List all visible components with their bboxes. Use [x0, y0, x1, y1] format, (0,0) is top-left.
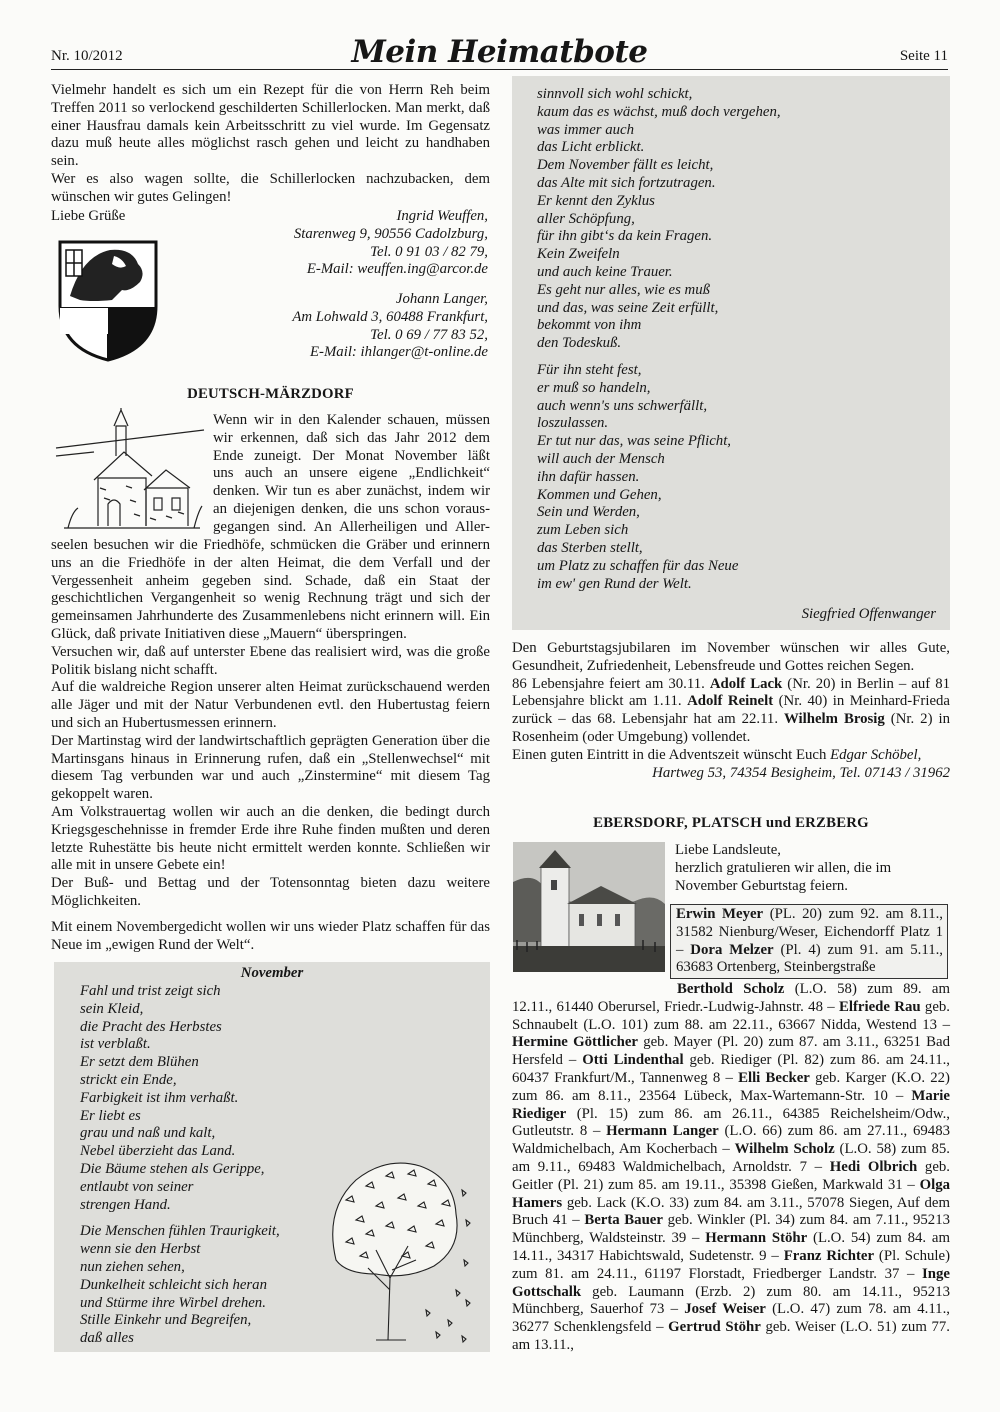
text-run: (Pl. 4) zum 91. am 5.11., 63683 Ortenberg, Steinbergstraße — [676, 941, 943, 976]
left-intro — [51, 82, 490, 207]
advent-wish — [512, 747, 950, 765]
poem-stanza-3 — [537, 86, 937, 353]
wrap-line: uns auch an unsere eigene „Endlichkeit“ — [213, 465, 490, 482]
jubilar-name: Inge Gottschalk — [512, 1265, 950, 1300]
poem-line: aller Schöpfung, — [537, 210, 635, 227]
closing-paragraph: Mit einem Novembergedicht wollen wir uns wieder Platz schaffen für das Neue im „ewigen Rund der Welt“. — [51, 918, 490, 953]
jubilar-name: Hermann Langer — [606, 1123, 719, 1140]
text-run: Einen guten Eintritt in die Adventszeit wünscht Euch — [512, 746, 831, 763]
highlight-box — [670, 904, 948, 979]
poem-line: Stille Einkehr und Begreifen, — [80, 1312, 252, 1329]
jubilar-name: Wilhelm Scholz — [734, 1141, 835, 1158]
birthday-list-paragraph — [512, 981, 950, 1355]
poem-line: den Todeskuß. — [537, 335, 622, 352]
poem-line: Nebel überzieht das Land. — [80, 1143, 236, 1160]
poem-line: Kommen und Gehen, — [537, 486, 662, 503]
masthead-logo: Mein Heimatbote — [351, 34, 648, 70]
text-run: 86 Lebensjahre feiert am 30.11. — [512, 675, 710, 692]
poem-line: Dem November fällt es leicht, — [537, 157, 714, 174]
text-run: (Pl. 15) zum 86. am 26.11., 64385 Reichelsheim/Odw., Gutleutstr. 8 – — [512, 1105, 950, 1140]
text-run: (Nr. 40) in Meinhard-Frieda zurück – das 68. Lebensjahr hat am 22.11. — [512, 693, 950, 728]
jubilar-name: Josef Weiser — [684, 1301, 766, 1318]
text-run: geb. Karger (K.O. 22) zum 86. am 8.11., 23564 Lübeck, Max-Wartemann-Str. 10 – — [512, 1069, 950, 1104]
poem-line: er muß so handeln, — [537, 379, 651, 396]
sig-line: E-Mail: weuffen.ing@arcor.de — [306, 261, 488, 278]
article-paragraph: seelen besuchen wir die Friedhöfe, schmücken die Gräber und erinnern uns an die Friedhöfe in der alten Heimat, die dem Verfall und der Vergessenheit anheim gegeben sind. Schade, daß ein Staat der geschichtlichen Vergangenheit so wenig Rechnung trägt und sich der gemeinsamen Jahrhunderte des Zusammenlebens nicht erinnern will. Ein Glück, daß private Initiativen diese „Mauern“ überspringen. — [51, 537, 490, 642]
intro-paragraph-2: Wer es also wagen sollte, die Schillerlocken nachzubacken, dem wünschen wir gutes Gelingen! — [51, 170, 490, 205]
poem-line: und das, was seine Zeit erfüllt, — [537, 299, 719, 316]
poem-line: für ihn gibt‘s da kein Fragen. — [537, 228, 713, 245]
poem-line: ist verblaßt. — [80, 1036, 151, 1053]
jubilar-name: Hermann Stöhr — [705, 1230, 808, 1247]
poem-title: November — [240, 965, 304, 981]
text-run: geb. Laumann (Erzb. 2) zum 80. am 14.11., 95213 Münchberg, Sauerhof 73 – — [512, 1283, 950, 1318]
sig-line: Johann Langer, — [395, 291, 488, 307]
section-title-deutsch-maerzdorf: DEUTSCH-MÄRZDORF — [187, 386, 354, 402]
birthday-wishes — [512, 640, 950, 782]
poem-right — [537, 86, 937, 602]
article-paragraph: Versuchen wir, daß auf unterster Ebene das realisiert wird, was die große Politik bislang nicht schafft. — [51, 643, 490, 678]
autumn-tree-drawing — [316, 1150, 476, 1346]
poem-line: Dunkelheit schleicht sich heran — [80, 1276, 267, 1293]
wrap-line: Wenn wir in den Kalender schauen, müssen — [213, 412, 490, 428]
wrap-line: gegangen sind. An Allerheiligen und Aller- — [213, 518, 490, 535]
poem-line: das Sterben stellt, — [537, 539, 643, 556]
jubilar-name: Franz Richter — [783, 1247, 875, 1264]
signature-langer — [210, 291, 488, 362]
poem-line: Sein und Werden, — [537, 504, 640, 521]
sig-line: Am Lohwald 3, 60488 Frankfurt, — [292, 308, 488, 325]
poem-line: ihn dafür hassen. — [537, 468, 640, 485]
section-title-ebersdorf: EBERSDORF, PLATSCH und ERZBERG — [593, 815, 869, 831]
jubilar-name: Hermine Göttlicher — [512, 1034, 638, 1051]
poem-line: Fahl und trist zeigt sich — [80, 983, 221, 999]
text-run: geb. Mayer (Pl. 20) zum 87. am 3.11., 63251 Bad Hersfeld – — [512, 1034, 950, 1069]
article-paragraph: Auf die waldreiche Region unserer alten Heimat zurückschauend werden alle Jäger und mit der Natur Verbundenen evtl. den Hubertustag feiern und sich an Hubertusmessen erinnern. — [51, 679, 490, 731]
jubilar-name: Elfriede Rau — [839, 998, 921, 1015]
poem-stanza-4 — [537, 362, 937, 593]
poem-line: auch wenn's uns schwerfällt, — [537, 397, 708, 414]
article-paragraph: Am Volkstrauertag wollen wir auch an die denken, die bedingt durch Kriegsgeschehnisse in fremder Erde ihre Ruhe finden mußten und deren letzte Ruhestätte bis heute nicht ermittelt werden konnte. Schließen wir alle mit in unsere Gebete ein! — [51, 803, 490, 874]
text-run: (PL. 20) zum 92. am 8.11., 31582 Nienburg/Weser, Eichendorff Platz 1 – — [676, 906, 943, 958]
issue-number: Nr. 10/2012 — [51, 48, 123, 64]
sig-line: Starenweg 9, 90556 Cadolzburg, — [293, 225, 488, 242]
sig-line: Tel. 0 91 03 / 82 79, — [370, 243, 488, 260]
text-run: (L.O. 54) zum 84. am 14.11., 34317 Habichtswald, Sudetenstr. 9 – — [512, 1230, 950, 1264]
jubilar-name: Olga Hamers — [512, 1176, 950, 1211]
article-paragraph: Der Buß- und Bettag und der Totensonntag bieten dazu weitere Möglichkeiten. — [51, 875, 490, 909]
poem-line: Farbigkeit ist ihm verhaßt. — [80, 1089, 239, 1106]
poem-line: bekommt von ihm — [537, 317, 642, 334]
poem-line: entlaubt von seiner — [80, 1178, 194, 1195]
text-run: geb. Riediger (Pl. 82) zum 86. am 24.11., 60437 Frankfurt/M., Tannenweg 8 – — [512, 1052, 950, 1086]
jubilar-name: Hedi Olbrich — [829, 1158, 918, 1175]
jubilar-name: Wilhelm Brosig — [784, 711, 885, 728]
jubilar-name: Berta Bauer — [584, 1212, 663, 1229]
poem-line: wenn sie den Herbst — [80, 1241, 201, 1258]
poem-line: nun ziehen sehen, — [80, 1258, 185, 1275]
poem-line: Er kennt den Zyklus — [537, 192, 655, 209]
poem-line: das Alte mit sich fortzutragen. — [537, 174, 716, 191]
poem-author: Siegfried Offenwanger — [801, 606, 936, 622]
poem-line: grau und naß und kalt, — [80, 1125, 216, 1142]
signature-weuffen — [210, 208, 488, 279]
poem-line: sein Kleid, — [80, 1000, 144, 1017]
poem-line: das Licht erblickt. — [537, 139, 645, 156]
poem-line: Er liebt es — [80, 1107, 141, 1124]
poem-line: Er tut nur das, was seine Pflicht, — [537, 433, 731, 450]
text-run: (L.O. 58) zum 85. am 9.11., 69483 Waldmichelbach, Arnoldstr. 7 – — [512, 1141, 951, 1175]
intro-paragraph: Vielmehr handelt es sich um ein Rezept für die von Herrn Reh beim Treffen 2011 so verlockend geschilderten Schillerlocken. Man merkt, daß einer Hausfrau damals kein Arbeitsschritt zu viel wurde. Im Gegensatz dazu muß heute alles möglichst rasch gehen und leicht zu handhaben sein. — [51, 82, 490, 170]
poem-line: Die Menschen fühlen Traurigkeit, — [80, 1223, 280, 1240]
wrap-line: denken. Wir tun es aber zunächst, indem wir — [213, 483, 490, 500]
greeting-line: Liebe Landsleute, — [675, 842, 781, 858]
text-run: geb. Weiser (L.O. 51) zum 77. am 13.11., — [512, 1319, 950, 1353]
text-run: (L.O. 58) zum 89. am 12.11., 61440 Oberursel, Friedr.-Ludwig-Jahnstr. 48 – — [512, 981, 951, 1015]
text-run: (Nr. 20) in Berlin – auf 81 Lebensjahre blickt am 1.11. — [512, 675, 950, 710]
header-rule — [51, 69, 948, 70]
poem-line: und Stürme ihre Wirbel drehen. — [80, 1294, 266, 1311]
signature-name: Edgar Schöbel, — [830, 746, 922, 763]
poem-line: strickt ein Ende, — [80, 1071, 177, 1088]
jubilar-name: Gertrud Stöhr — [668, 1319, 761, 1336]
jubilar-name: Adolf Lack — [709, 675, 783, 692]
article-paragraph: Der Martinstag wird der landwirtschaftlich geprägten Generation über die Martinsgans hinaus in Erinnerung rufen, daß ein „Stellenwechsel“ mit diesem Tag verbunden war und auch „Zinstermine“ mit diesem Tag gekoppelt waren. — [51, 732, 490, 803]
poem-line: daß alles — [80, 1330, 134, 1347]
poem-line: Er setzt dem Blühen — [80, 1054, 199, 1071]
birthday-list-text — [512, 676, 950, 747]
main-article-body — [51, 537, 490, 954]
coat-of-arms-image — [52, 236, 164, 364]
wrap-line: Ende zuneigt. Der Monat November läßt — [213, 447, 490, 464]
wrap-line: an diejenigen denken, die uns schon voraus- — [213, 500, 490, 517]
poem-line: strengen Hand. — [80, 1196, 171, 1213]
church-photo — [513, 842, 665, 972]
text-run: geb. Schnaubelt (L.O. 101) zum 88. am 22.11., 63667 Nidda, Westend 13 – — [512, 998, 950, 1033]
sig-line: Tel. 0 69 / 77 83 52, — [370, 326, 488, 343]
jubilar-name: Otti Lindenthal — [582, 1052, 684, 1069]
poem-line: zum Leben sich — [537, 522, 629, 539]
poem-line: Kein Zweifeln — [537, 246, 620, 263]
birthday-list — [512, 981, 950, 1355]
text-run: geb. Geitler (Pl. 21) zum 85. am 19.11., 35398 Gießen, Markwald 31 – — [512, 1158, 950, 1193]
wrap-line: wir erkennen, daß sich das Jahr 2012 dem — [213, 429, 490, 446]
page-number: Seite 11 — [899, 48, 948, 64]
wrapped-text — [213, 412, 490, 537]
poem-line: im ew' gen Rund der Welt. — [537, 575, 692, 592]
poem-line: Für ihn steht fest, — [537, 361, 642, 378]
jubilar-name: Erwin Meyer — [676, 906, 764, 922]
poem-line: sinnvoll sich wohl schickt, — [537, 86, 693, 102]
signature-address: Hartweg 53, 74354 Besigheim, Tel. 07143 / 31962 — [652, 764, 950, 781]
poem-line: loszulassen. — [537, 415, 609, 432]
greeting-line: herzlich gratulieren wir allen, die im November Geburtstag feiern. — [675, 859, 892, 894]
text-run: (L.O. 66) zum 86. am 27.11., 69483 Waldmichelbach, Am Kocherbach – — [512, 1123, 950, 1158]
chapel-drawing — [54, 408, 206, 536]
poem-line: Es geht nur alles, wie es muß — [537, 281, 711, 298]
text-run: (L.O. 47) zum 78. am 4.11., 36277 Schenklengsfeld – — [512, 1301, 950, 1336]
poem-line: kaum das es wächst, muß doch vergehen, — [537, 103, 781, 120]
jubilar-name: Adolf Reinelt — [687, 693, 774, 710]
poem-line: und auch keine Trauer. — [537, 263, 673, 280]
jubilar-name: Berthold Scholz — [677, 981, 785, 997]
poem-line: um Platz zu schaffen für das Neue — [537, 557, 739, 574]
page-header — [51, 34, 948, 70]
jubilar-name: Marie Riediger — [512, 1087, 950, 1122]
poem-line: was immer auch — [537, 121, 634, 138]
poem-line: will auch der Mensch — [537, 450, 665, 467]
poem-line: Die Bäume stehen als Gerippe, — [80, 1160, 265, 1177]
text-run: (Nr. 2) in Rosenheim (oder Umgebung) vollendet. — [512, 711, 950, 745]
birthday-intro: Den Geburtstagsjubilaren im November wünschen wir alles Gute, Gesundheit, Zufriedenheit, Lebensfreude und Gottes reichen Segen. — [512, 640, 950, 674]
sig-line: E-Mail: ihlanger@t-online.de — [310, 344, 488, 361]
sig-line: Ingrid Weuffen, — [396, 208, 488, 224]
poem-line: die Pracht des Herbstes — [80, 1018, 222, 1035]
jubilar-name: Dora Melzer — [690, 941, 774, 958]
jubilar-name: Elli Becker — [738, 1069, 810, 1086]
text-run: geb. Lack (K.O. 33) zum 84. am 3.11., 57078 Siegen, Auf dem Bruch 41 – — [512, 1194, 950, 1229]
greeting: Liebe Grüße — [51, 208, 126, 224]
ebersdorf-greeting — [675, 842, 950, 895]
text-run: geb. Winkler (Pl. 34) zum 84. am 7.11., 95213 Münchberg, Waldsteinstr. 39 – — [512, 1212, 950, 1247]
text-run: (Pl. Schule) zum 81. am 24.11., 61197 Florstadt, Friedberger Landstr. 37 – — [512, 1247, 950, 1282]
